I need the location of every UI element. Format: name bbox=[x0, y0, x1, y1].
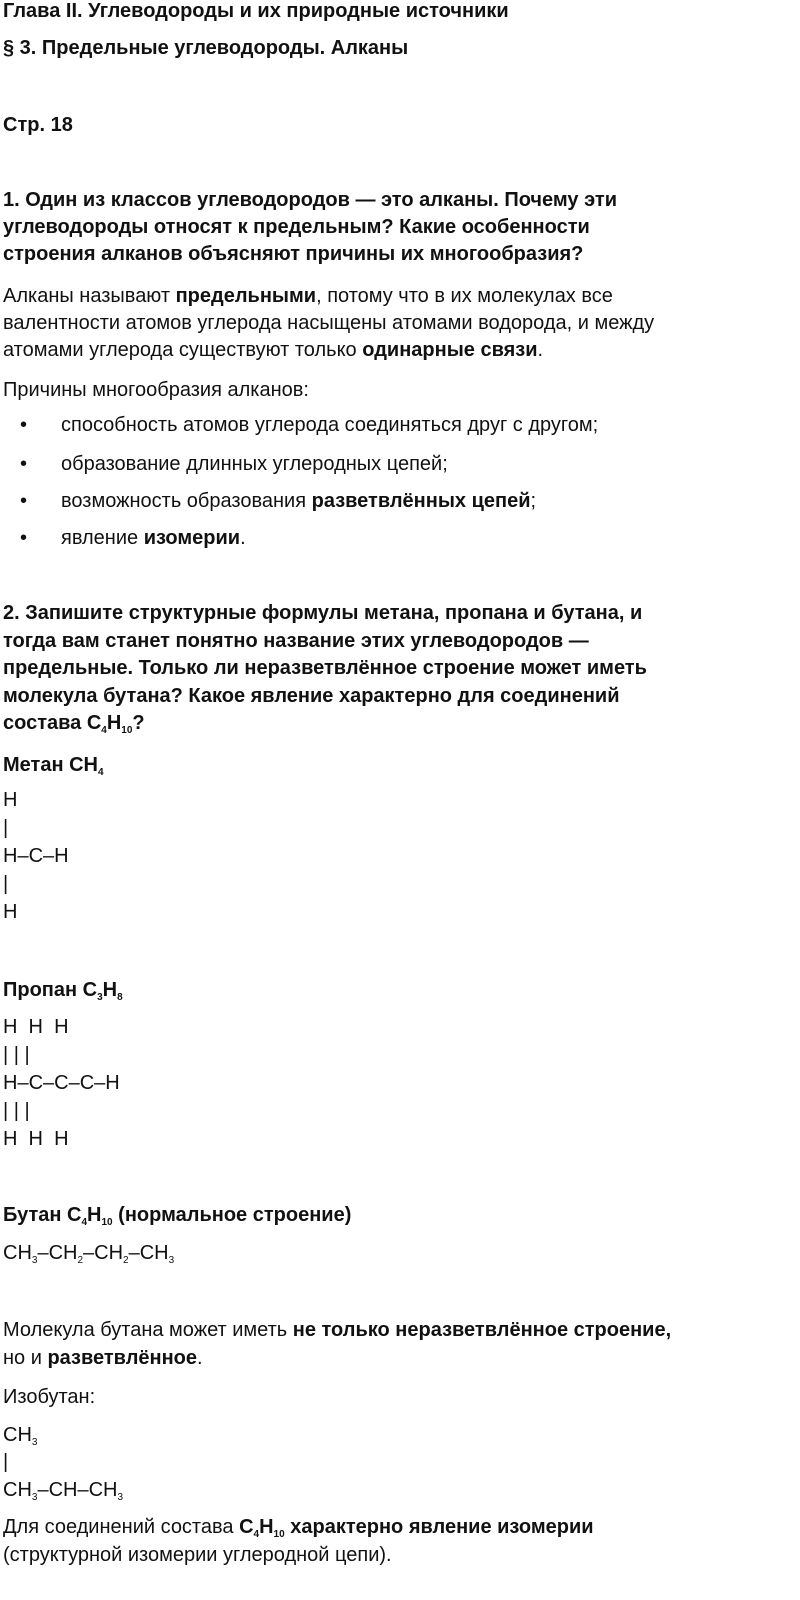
subscript: 3 bbox=[31, 1255, 38, 1266]
list-item: способность атомов углерода соединяться друг с другом; bbox=[61, 414, 599, 436]
text: H bbox=[106, 712, 122, 734]
text: H bbox=[259, 1516, 274, 1538]
butane-formula bbox=[3, 1240, 174, 1266]
bold-term: характерно явление изомерии bbox=[284, 1516, 594, 1538]
text: CH bbox=[3, 1479, 32, 1501]
subscript: 10 bbox=[121, 725, 133, 736]
formula-line: | | | bbox=[3, 1044, 30, 1066]
bold-term: изомерии bbox=[143, 527, 241, 549]
list-item: образование длинных углеродных цепей; bbox=[61, 453, 448, 475]
bold-term: разветвлённое bbox=[47, 1347, 198, 1369]
text: , потому что в их молекулах все bbox=[316, 285, 613, 307]
text: состава C bbox=[3, 712, 102, 734]
formula-line: | | | bbox=[3, 1100, 30, 1122]
text: возможность образования bbox=[61, 490, 312, 512]
subscript: 3 bbox=[168, 1255, 175, 1266]
text: C bbox=[239, 1516, 254, 1538]
text: Метан CH bbox=[3, 754, 98, 776]
answer-line bbox=[3, 337, 543, 363]
subscript: 4 bbox=[253, 1529, 260, 1540]
text: H bbox=[87, 1204, 102, 1226]
text: –CH bbox=[37, 1242, 78, 1264]
text: Бутан C bbox=[3, 1204, 82, 1226]
text: –CH–CH bbox=[37, 1479, 118, 1501]
bullet-icon: • bbox=[20, 490, 28, 512]
chapter-title: Глава II. Углеводороды и их природные источники bbox=[3, 0, 509, 22]
subscript: 3 bbox=[117, 1492, 124, 1503]
text: Пропан C bbox=[3, 979, 98, 1001]
subscript: 3 bbox=[31, 1437, 38, 1448]
text: H bbox=[102, 979, 118, 1001]
formula-line: H bbox=[3, 789, 18, 811]
bold-term: не только неразветвлённое строение, bbox=[292, 1319, 672, 1341]
subscript: 4 bbox=[81, 1217, 88, 1228]
text: CH bbox=[3, 1242, 32, 1264]
answer-line bbox=[3, 1345, 203, 1371]
question-line: строения алканов объясняют причины их многообразия? bbox=[3, 243, 584, 265]
text: ; bbox=[530, 490, 537, 512]
list-item bbox=[61, 488, 536, 514]
text: ? bbox=[132, 712, 145, 734]
subscript: 4 bbox=[97, 767, 104, 778]
text: Для соединений состава bbox=[3, 1516, 240, 1538]
isobutane-title: Изобутан: bbox=[3, 1386, 96, 1408]
conclusion-line: (структурной изомерии углеродной цепи). bbox=[3, 1544, 392, 1566]
methane-title bbox=[3, 752, 104, 778]
bullet-icon: • bbox=[20, 414, 28, 436]
bullet-icon: • bbox=[20, 527, 28, 549]
text: (нормальное строение) bbox=[112, 1204, 352, 1226]
text: . bbox=[240, 527, 246, 549]
reasons-title: Причины многообразия алканов: bbox=[3, 379, 309, 401]
bold-term: предельными bbox=[175, 285, 317, 307]
text: –CH bbox=[83, 1242, 124, 1264]
text: атомами углерода существуют только bbox=[3, 339, 363, 361]
text: –CH bbox=[128, 1242, 169, 1264]
question-line: предельные. Только ли неразветвлённое строение может иметь bbox=[3, 657, 647, 679]
question-line bbox=[3, 710, 145, 736]
subscript: 3 bbox=[97, 992, 103, 1003]
bold-term: разветвлённых цепей bbox=[311, 490, 531, 512]
subscript: 10 bbox=[101, 1217, 113, 1228]
formula-line: H–C–C–C–H bbox=[3, 1072, 120, 1094]
propane-title bbox=[3, 977, 123, 1003]
text: но и bbox=[3, 1347, 48, 1369]
bullet-icon: • bbox=[20, 453, 28, 475]
subscript: 2 bbox=[123, 1255, 129, 1266]
text: CH bbox=[3, 1424, 32, 1446]
question-line: молекула бутана? Какое явление характерно для соединений bbox=[3, 685, 620, 707]
question-line: углеводороды относят к предельным? Какие особенности bbox=[3, 216, 590, 238]
formula-line: H bbox=[3, 901, 18, 923]
formula-line: H H H bbox=[3, 1016, 69, 1038]
conclusion-line bbox=[3, 1514, 594, 1540]
page-number: Стр. 18 bbox=[3, 114, 73, 136]
answer-line: валентности атомов углерода насыщены атомами водорода, и между bbox=[3, 312, 655, 334]
text: . bbox=[537, 339, 544, 361]
subscript: 10 bbox=[273, 1529, 285, 1540]
subscript: 4 bbox=[101, 725, 107, 736]
butane-title bbox=[3, 1202, 351, 1228]
subscript: 3 bbox=[31, 1492, 38, 1503]
section-title: § 3. Предельные углеводороды. Алканы bbox=[3, 37, 409, 59]
text: явление bbox=[61, 527, 144, 549]
list-item bbox=[61, 525, 246, 551]
bold-term: одинарные связи bbox=[362, 339, 538, 361]
formula-line: | bbox=[3, 873, 9, 895]
formula-line: | bbox=[3, 817, 9, 839]
question-line: 2. Запишите структурные формулы метана, пропана и бутана, и bbox=[3, 602, 643, 624]
question-line: 1. Один из классов углеводородов — это алканы. Почему эти bbox=[3, 189, 617, 211]
text: . bbox=[197, 1347, 203, 1369]
subscript: 2 bbox=[77, 1255, 84, 1266]
formula-line bbox=[3, 1477, 123, 1503]
formula-line: H–C–H bbox=[3, 845, 69, 867]
text: Молекула бутана может иметь bbox=[3, 1319, 293, 1341]
formula-line bbox=[3, 1422, 37, 1448]
formula-line: | bbox=[3, 1451, 9, 1473]
subscript: 8 bbox=[117, 992, 123, 1003]
text: Алканы называют bbox=[3, 285, 176, 307]
formula-line: H H H bbox=[3, 1128, 69, 1150]
question-line: тогда вам станет понятно название этих углеводородов — bbox=[3, 630, 589, 652]
answer-line bbox=[3, 1317, 671, 1343]
answer-line bbox=[3, 283, 613, 309]
